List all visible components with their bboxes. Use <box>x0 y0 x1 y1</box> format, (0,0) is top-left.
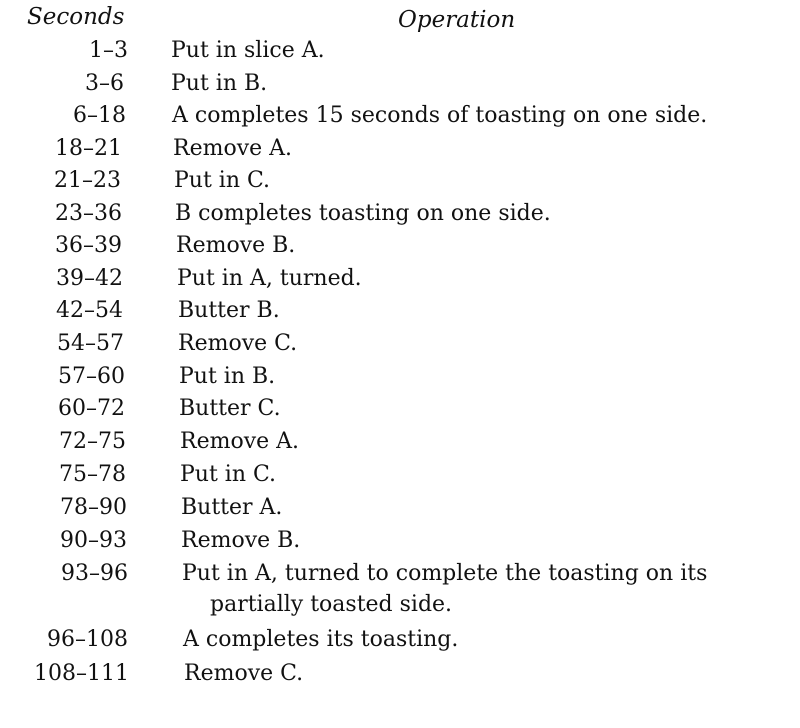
column-header-seconds: Seconds <box>27 4 125 30</box>
operation-cell: Remove C. <box>178 331 298 356</box>
operation-cell: Butter C. <box>179 396 281 421</box>
seconds-cell: 75–78 <box>59 462 126 487</box>
operation-cell: Remove B. <box>181 528 301 553</box>
operation-cell: A completes 15 seconds of toasting on one side. <box>172 103 708 128</box>
table-row <box>0 73 800 107</box>
column-header-operation: Operation <box>398 7 516 33</box>
seconds-cell: 3–6 <box>85 71 124 96</box>
table-row <box>0 170 800 204</box>
operation-cell: Put in C. <box>174 168 271 193</box>
table-row <box>0 138 800 172</box>
table-row <box>0 105 800 139</box>
operation-cell: A completes its toasting. <box>183 627 459 652</box>
table-row <box>0 40 800 74</box>
seconds-cell: 6–18 <box>73 103 126 128</box>
seconds-cell: 57–60 <box>58 364 125 389</box>
seconds-cell: 72–75 <box>59 429 126 454</box>
seconds-cell: 108–111 <box>34 661 129 686</box>
operation-text: Put in A, turned to complete the toasting on its <box>182 561 708 586</box>
operation-cell: Put in B. <box>179 364 276 389</box>
operation-cell: Put in slice A. <box>171 38 325 63</box>
operation-cell: B completes toasting on one side. <box>175 201 551 226</box>
table-row <box>0 398 800 432</box>
operation-cell: Remove A. <box>173 136 293 161</box>
table-row <box>0 203 800 237</box>
table-row <box>0 235 800 269</box>
seconds-cell: 18–21 <box>55 136 122 161</box>
operation-cell: Put in A, turned. <box>177 266 362 291</box>
table-row <box>0 629 800 663</box>
table-row <box>0 366 800 400</box>
table-row <box>0 530 800 564</box>
seconds-cell: 93–96 <box>61 561 128 586</box>
seconds-cell: 54–57 <box>57 331 124 356</box>
seconds-cell: 21–23 <box>54 168 121 193</box>
operation-cell: Put in C. <box>180 462 277 487</box>
table-row <box>0 663 800 697</box>
table-row <box>0 497 800 531</box>
operation-cell: Remove C. <box>184 661 304 686</box>
table-row <box>0 268 800 302</box>
seconds-cell: 39–42 <box>56 266 123 291</box>
seconds-cell: 1–3 <box>89 38 128 63</box>
table-row <box>0 333 800 367</box>
table-row <box>0 431 800 465</box>
table-row <box>0 464 800 498</box>
operation-continuation: partially toasted side. <box>210 592 453 617</box>
seconds-cell: 78–90 <box>60 495 127 520</box>
seconds-cell: 90–93 <box>60 528 127 553</box>
seconds-cell: 96–108 <box>47 627 128 652</box>
table-row <box>0 563 800 625</box>
table-row <box>0 300 800 334</box>
operation-cell: Butter A. <box>181 495 283 520</box>
seconds-cell: 42–54 <box>56 298 123 323</box>
operation-cell: Remove A. <box>180 429 300 454</box>
seconds-cell: 36–39 <box>55 233 122 258</box>
operation-cell: Remove B. <box>176 233 296 258</box>
operation-cell: Put in B. <box>171 71 268 96</box>
seconds-cell: 60–72 <box>58 396 125 421</box>
operation-cell: Butter B. <box>178 298 280 323</box>
operation-cell <box>182 563 707 616</box>
seconds-cell: 23–36 <box>55 201 122 226</box>
